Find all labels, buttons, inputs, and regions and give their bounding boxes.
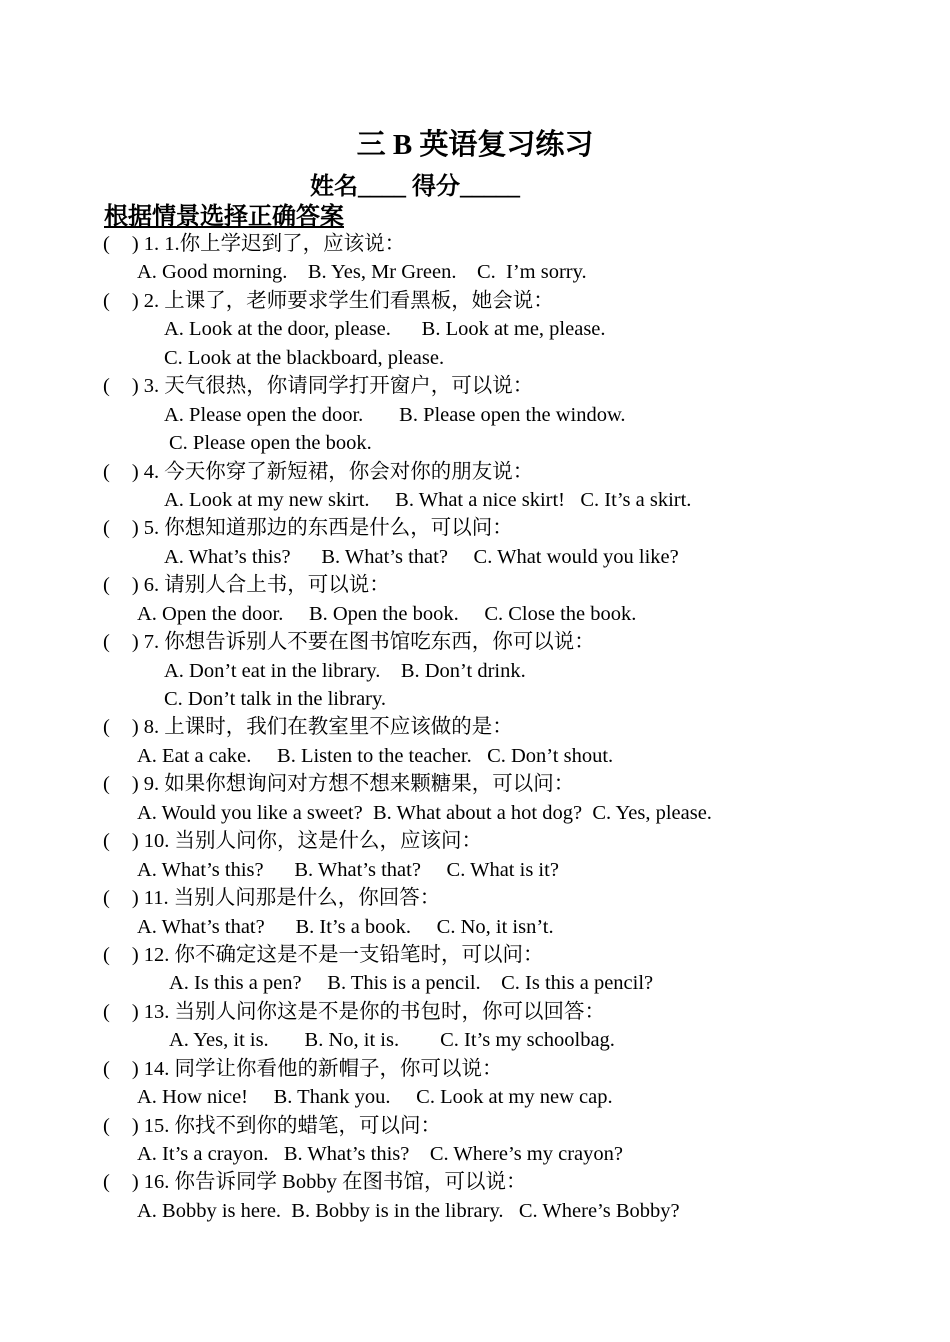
answer-blank-close: ): [131, 887, 139, 910]
section-heading: 根据情景选择正确答案: [104, 204, 344, 230]
question-line: [0, 514, 950, 542]
question-line: [0, 827, 950, 855]
question-number: 4.: [143, 460, 160, 483]
options-text: A. Look at my new skirt. B. What a nice skirt! C. It’s a skirt.: [164, 488, 692, 511]
answer-blank: (: [103, 1057, 110, 1080]
answer-blank: (: [103, 1171, 110, 1194]
answer-blank-close: ): [131, 1114, 139, 1137]
question-text: 天气很热，你请同学打开窗户，可以说：: [164, 375, 534, 398]
question-number: 5.: [143, 517, 160, 540]
options-text: A. Is this a pen? B. This is a pencil. C. Is this a pencil?: [169, 972, 654, 995]
question-line: [0, 884, 950, 912]
question-text: 上课了，老师要求学生们看黑板，她会说：: [164, 289, 554, 312]
answer-blank: (: [103, 460, 110, 483]
question-number: 16.: [143, 1171, 170, 1194]
question-number: 2.: [143, 289, 160, 312]
answer-options: [0, 969, 950, 997]
answer-blank: (: [103, 631, 110, 654]
answer-options: [0, 600, 950, 628]
question-line: [0, 998, 950, 1026]
question-text: 你找不到你的蜡笔，可以问：: [174, 1114, 442, 1137]
question-text: 当别人问你这是不是你的书包时，你可以回答：: [174, 1000, 606, 1023]
answer-blank-close: ): [131, 289, 139, 312]
answer-blank-close: ): [131, 574, 139, 597]
answer-options: [0, 799, 950, 827]
question-line: [0, 230, 950, 258]
options-text: A. What’s this? B. What’s that? C. What is it?: [137, 858, 559, 881]
options-text: A. Yes, it is. B. No, it is. C. It’s my schoolbag.: [169, 1029, 615, 1052]
question-line: [0, 941, 950, 969]
options-text: A. How nice! B. Thank you. C. Look at my new cap.: [137, 1086, 613, 1109]
answer-blank: (: [103, 830, 110, 853]
options-text: A. Please open the door. B. Please open the window.: [164, 403, 626, 426]
options-text: A. What’s this? B. What’s that? C. What would you like?: [164, 545, 679, 568]
answer-blank-close: ): [131, 773, 139, 796]
question-text: 当别人问那是什么，你回答：: [173, 887, 441, 910]
question-number: 12.: [143, 943, 170, 966]
question-text: 当别人问你，这是什么，应该问：: [174, 830, 483, 853]
answer-blank-close: ): [131, 716, 139, 739]
question-line: [0, 628, 950, 656]
answer-blank: (: [103, 289, 110, 312]
answer-blank: (: [103, 233, 110, 255]
answer-blank-close: ): [131, 631, 139, 654]
answer-options: [0, 543, 950, 571]
question-number: 8.: [143, 716, 160, 739]
answer-blank-close: ): [131, 517, 139, 540]
question-text: 1.你上学迟到了，应该说：: [164, 233, 406, 255]
answer-options: [0, 1197, 950, 1225]
answer-blank-close: ): [131, 830, 139, 853]
options-text: A. Eat a cake. B. Listen to the teacher. C. Don’t shout.: [137, 744, 614, 767]
question-line: [0, 287, 950, 315]
options-text: A. Don’t eat in the library. B. Don’t drink.: [164, 659, 526, 682]
answer-blank-close: ): [131, 233, 139, 255]
answer-options: [0, 401, 950, 429]
options-text: A. Good morning. B. Yes, Mr Green. C. I’m sorry.: [137, 261, 587, 284]
options-text: C. Look at the blackboard, please.: [164, 346, 445, 369]
question-number: 15.: [143, 1114, 170, 1137]
answer-options: [0, 1140, 950, 1168]
answer-blank-close: ): [131, 375, 139, 398]
answer-options: [0, 344, 950, 372]
question-text: 你想知道那边的东西是什么，可以问：: [164, 517, 513, 540]
options-text: A. Open the door. B. Open the book. C. Close the book.: [137, 602, 637, 625]
page-title: 三 B 英语复习练习: [356, 129, 594, 161]
answer-blank-close: ): [131, 943, 139, 966]
question-line: [0, 571, 950, 599]
answer-blank: (: [103, 574, 110, 597]
question-text: 同学让你看他的新帽子，你可以说：: [174, 1057, 503, 1080]
question-line: [0, 1055, 950, 1083]
answer-options: [0, 742, 950, 770]
name-score-line: 姓名____ 得分_____: [310, 174, 520, 200]
question-number: 10.: [143, 830, 170, 853]
question-text: 今天你穿了新短裙，你会对你的朋友说：: [164, 460, 534, 483]
question-line: [0, 713, 950, 741]
answer-blank: (: [103, 716, 110, 739]
answer-options: [0, 856, 950, 884]
question-line: [0, 1112, 950, 1140]
answer-blank: (: [103, 375, 110, 398]
answer-blank: (: [103, 887, 110, 910]
answer-options: [0, 913, 950, 941]
question-line: [0, 1168, 950, 1196]
question-number: 3.: [143, 375, 160, 398]
answer-blank: (: [103, 517, 110, 540]
answer-options: [0, 657, 950, 685]
options-text: C. Please open the book.: [169, 432, 372, 455]
answer-blank-close: ): [131, 1000, 139, 1023]
answer-blank: (: [103, 773, 110, 796]
answer-options: [0, 1083, 950, 1111]
question-text: 请别人合上书，可以说：: [164, 574, 390, 597]
answer-blank-close: ): [131, 460, 139, 483]
question-line: [0, 458, 950, 486]
options-text: A. Would you like a sweet? B. What about a hot dog? C. Yes, please.: [137, 801, 712, 824]
answer-options: [0, 486, 950, 514]
answer-blank: (: [103, 1000, 110, 1023]
answer-blank: (: [103, 943, 110, 966]
answer-options: [0, 429, 950, 457]
question-line: [0, 372, 950, 400]
question-text: 如果你想询问对方想不想来颗糖果，可以问：: [164, 773, 575, 796]
answer-options: [0, 315, 950, 343]
options-text: A. What’s that? B. It’s a book. C. No, it isn’t.: [137, 915, 554, 938]
question-number: 7.: [143, 631, 160, 654]
answer-blank: (: [103, 1114, 110, 1137]
question-text: 你不确定这是不是一支铅笔时，可以问：: [174, 943, 544, 966]
answer-options: [0, 685, 950, 713]
question-line: [0, 770, 950, 798]
answer-options: [0, 258, 950, 286]
answer-options: [0, 1026, 950, 1054]
options-text: A. It’s a crayon. B. What’s this? C. Where’s my crayon?: [137, 1143, 624, 1165]
question-number: 9.: [143, 773, 160, 796]
question-number: 13.: [143, 1000, 170, 1023]
question-text: 上课时，我们在教室里不应该做的是：: [164, 716, 513, 739]
question-list: [0, 230, 950, 1225]
options-text: A. Look at the door, please. B. Look at me, please.: [164, 318, 606, 341]
question-number: 1.: [143, 233, 160, 255]
options-text: C. Don’t talk in the library.: [164, 688, 387, 710]
question-number: 6.: [143, 574, 160, 597]
question-text: 你想告诉别人不要在图书馆吃东西，你可以说：: [164, 631, 595, 654]
question-number: 11.: [143, 887, 169, 910]
answer-blank-close: ): [131, 1171, 139, 1194]
question-text: 你告诉同学 Bobby 在图书馆，可以说：: [174, 1171, 527, 1194]
question-number: 14.: [143, 1057, 170, 1080]
options-text: A. Bobby is here. B. Bobby is in the library. C. Where’s Bobby?: [137, 1199, 680, 1222]
answer-blank-close: ): [131, 1057, 139, 1080]
